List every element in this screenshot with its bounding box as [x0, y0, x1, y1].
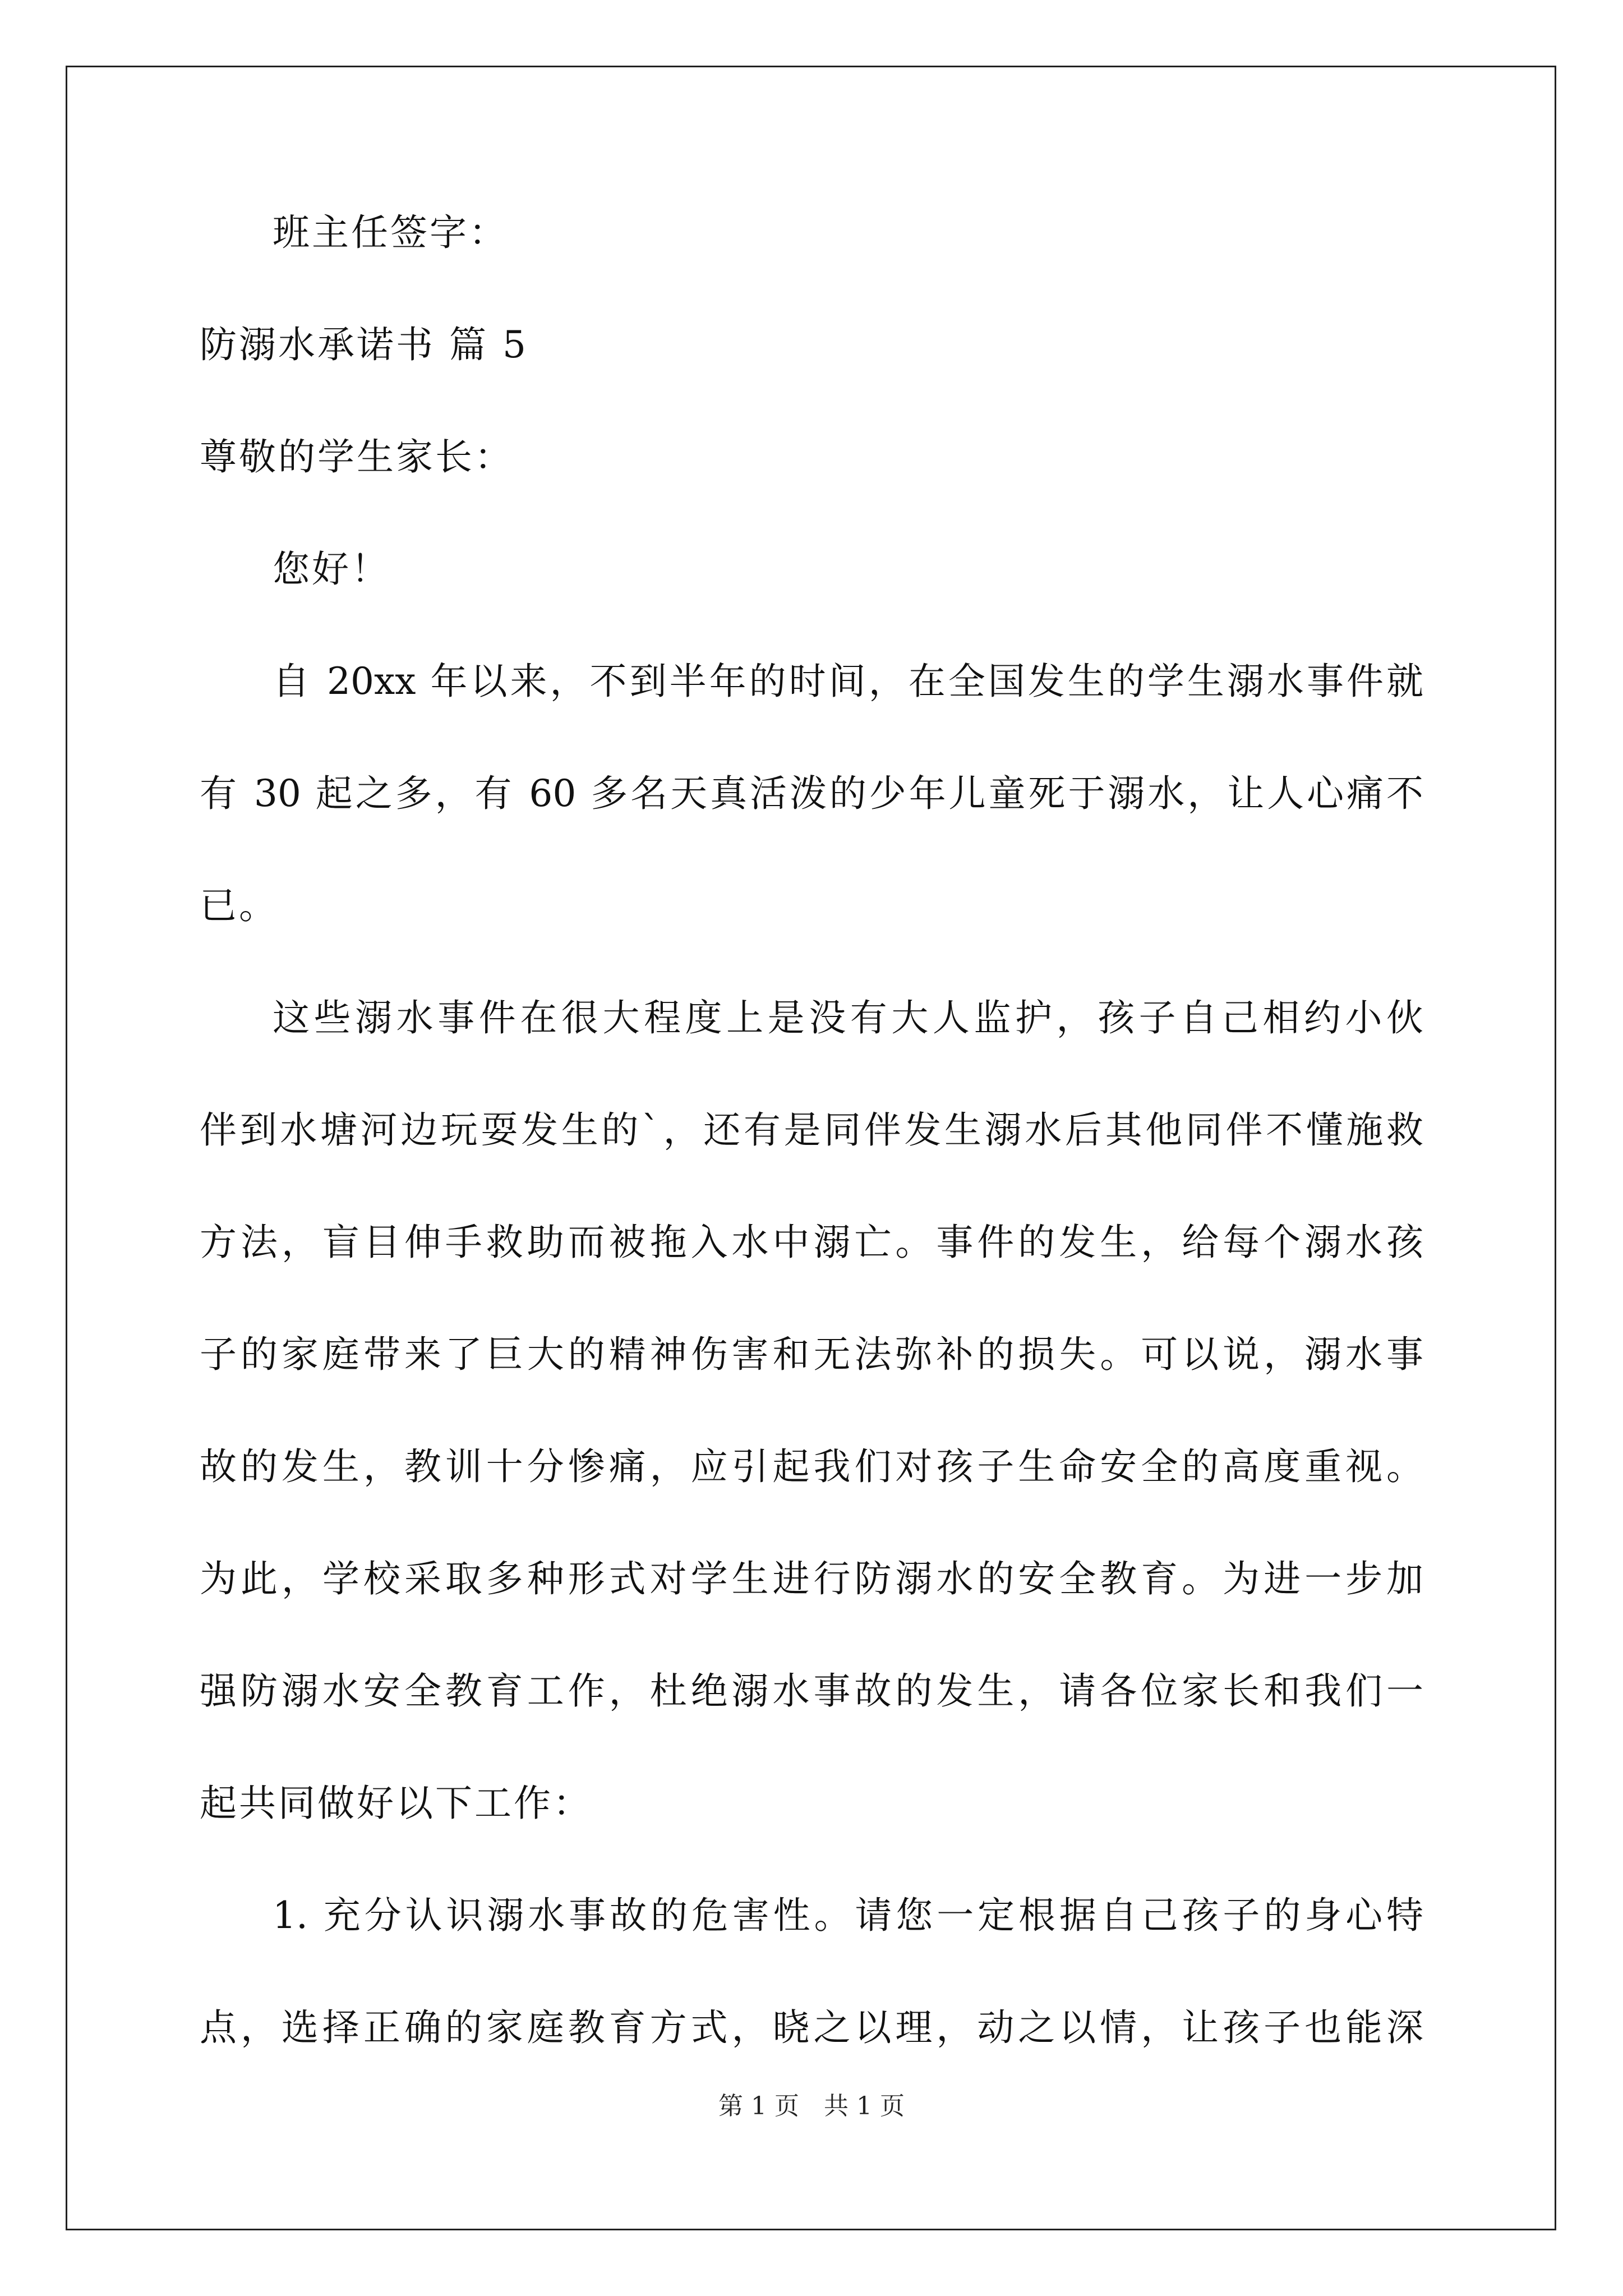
greeting: 您好！: [273, 547, 390, 591]
paragraph-line: 为此，学校采取多种形式对学生进行防溺水的安全教育。为进一步加: [200, 1557, 1423, 1600]
list-item-line: 点，选择正确的家庭教育方式，晓之以理，动之以情，让孩子也能深: [200, 2006, 1423, 2049]
paragraph-line: 强防溺水安全教育工作，杜绝溺水事故的发生，请各位家长和我们一: [200, 1669, 1423, 1713]
paragraph-line: 起共同做好以下工作：: [200, 1782, 592, 1825]
paragraph-line: 方法，盲目伸手救助而被拖入水中溺亡。事件的发生，给每个溺水孩: [200, 1221, 1423, 1264]
paragraph-line: 伴到水塘河边玩耍发生的`，还有是同伴发生溺水后其他同伴不懂施救: [200, 1108, 1423, 1152]
signature-line: 班主任签字：: [273, 211, 508, 254]
paragraph-line: 已。: [200, 884, 278, 927]
paragraph-line: 故的发生，教训十分惨痛，应引起我们对孩子生命安全的高度重视。: [200, 1445, 1423, 1488]
paragraph-line: 子的家庭带来了巨大的精神伤害和无法弥补的损失。可以说，溺水事: [200, 1333, 1423, 1376]
page-footer: 第 1 页 共 1 页: [718, 2092, 905, 2120]
list-item-line: 1. 充分认识溺水事故的危害性。请您一定根据自己孩子的身心特: [273, 1894, 1423, 1937]
section-title: 防溺水承诺书 篇 5: [200, 323, 528, 366]
paragraph-line: 这些溺水事件在很大程度上是没有大人监护，孩子自己相约小伙: [273, 996, 1423, 1039]
paragraph-line: 有 30 起之多，有 60 多名天真活泼的少年儿童死于溺水，让人心痛不: [200, 772, 1423, 815]
salutation: 尊敬的学生家长：: [200, 435, 514, 478]
paragraph-line: 自 20xx 年以来，不到半年的时间，在全国发生的学生溺水事件就: [273, 660, 1423, 703]
